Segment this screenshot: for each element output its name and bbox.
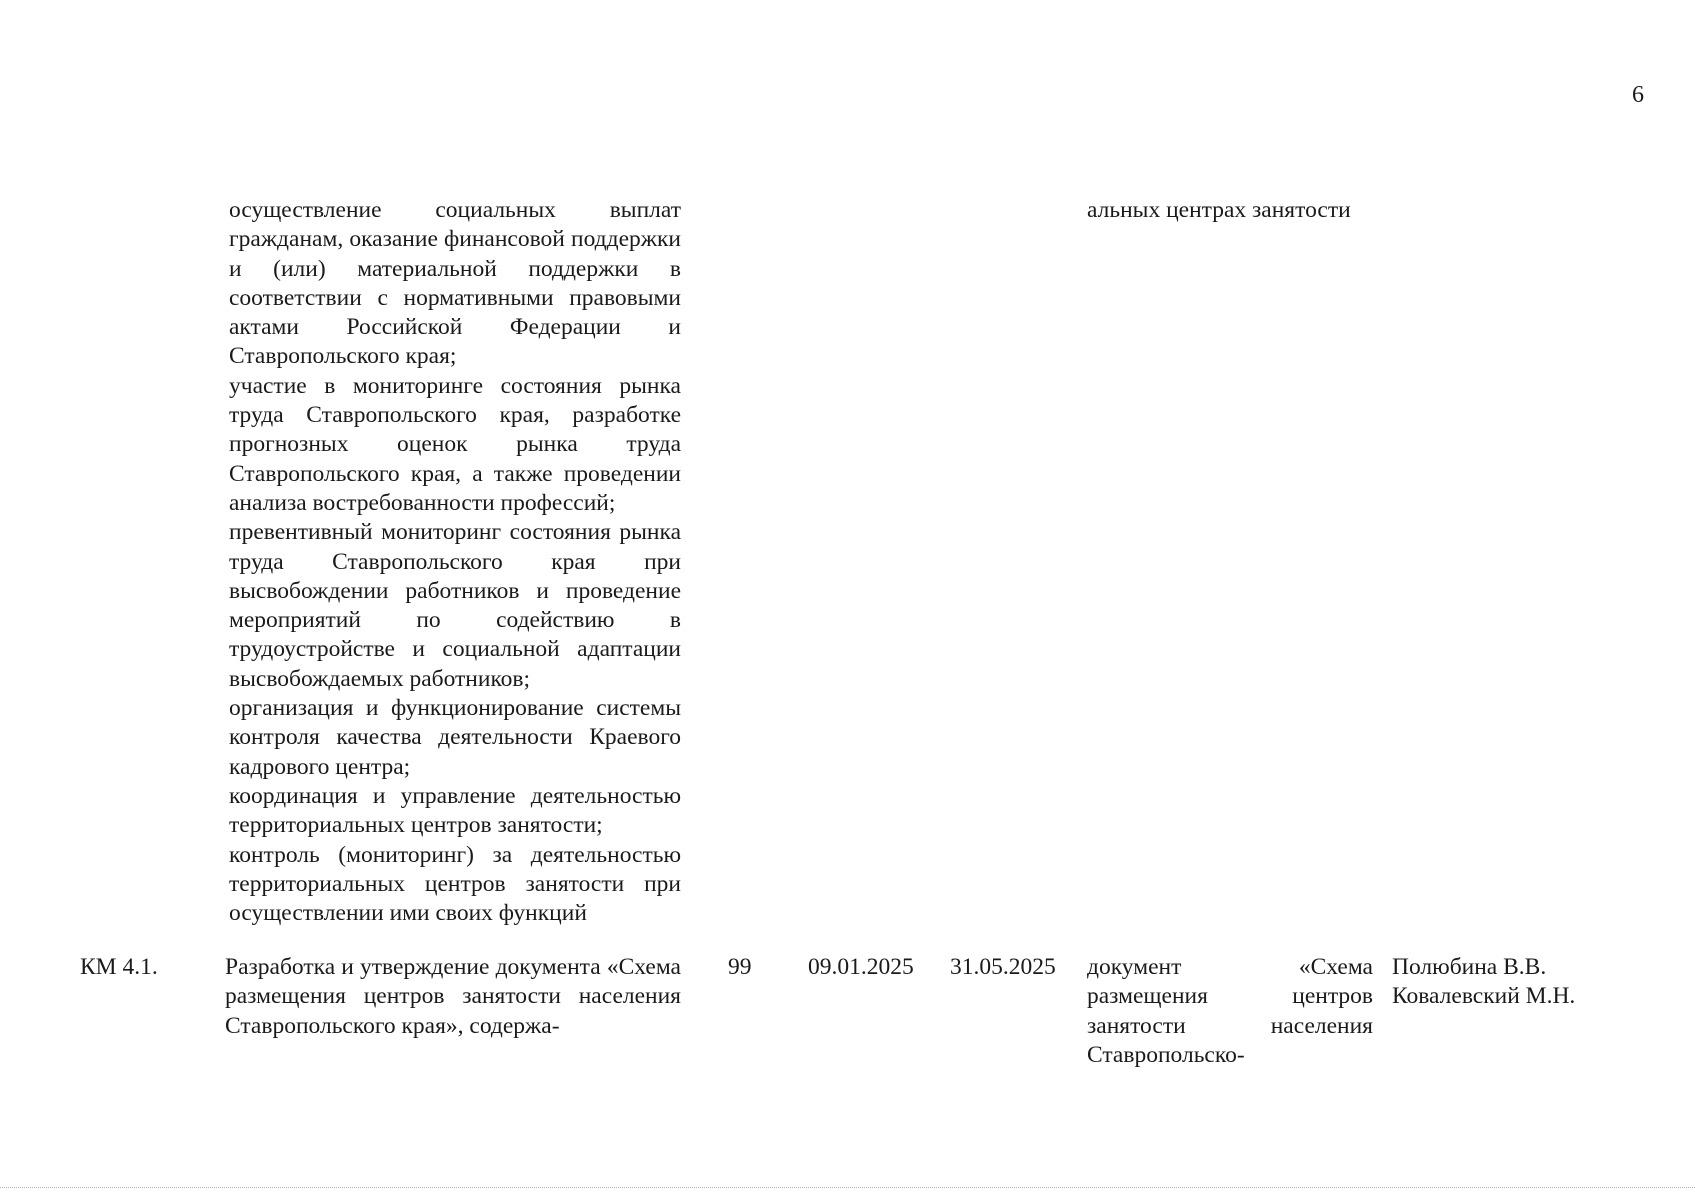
description-paragraph: осуществление социальных выплат гражданам, оказание финансовой поддержки и (или) материальной поддержки в соответствии с нормативными правовыми актами Российской Федерации и Ставропольского края; — [229, 197, 681, 370]
responsible-person: Ковалевский М.Н. — [1392, 983, 1576, 1010]
row-result: документ «Схема размещения центров занятости населения Ставропольско- — [1087, 954, 1373, 1068]
continued-description — [229, 196, 681, 928]
scan-edge-line — [0, 1187, 1695, 1188]
row-start-date: 09.01.2025 — [808, 954, 914, 980]
table-row — [0, 953, 1695, 1068]
row-code: КМ 4.1. — [80, 954, 158, 980]
continued-result: альных центрах занятости — [1087, 197, 1351, 223]
row-number: 99 — [728, 954, 752, 980]
row-end-date: 31.05.2025 — [950, 954, 1056, 980]
responsible-person: Полюбина В.В. — [1392, 954, 1547, 980]
description-paragraph: контроль (мониторинг) за деятельностью территориальных центров занятости при осуществлении ими своих функций — [229, 841, 681, 927]
row-responsible — [1392, 953, 1652, 1012]
description-paragraph: участие в мониторинге состояния рынка труда Ставропольского края, разработке прогнозных оценок рынка труда Ставропольского края, а также проведении анализа востребованности профессий; — [229, 372, 681, 516]
page-number: 6 — [1632, 82, 1644, 108]
row-name: Разработка и утверждение документа «Схема размещения центров занятости населения Ставропольского края», содержа- — [225, 954, 681, 1039]
description-paragraph: координация и управление деятельностью территориальных центров занятости; — [229, 782, 681, 839]
description-paragraph: организация и функционирование системы контроля качества деятельности Краевого кадрового центра; — [229, 695, 681, 780]
description-paragraph: превентивный мониторинг состояния рынка труда Ставропольского края при высвобождении работников и проведение мероприятий по содействию в трудоустройстве и социальной адаптации высвобождаемых работников; — [229, 519, 681, 692]
